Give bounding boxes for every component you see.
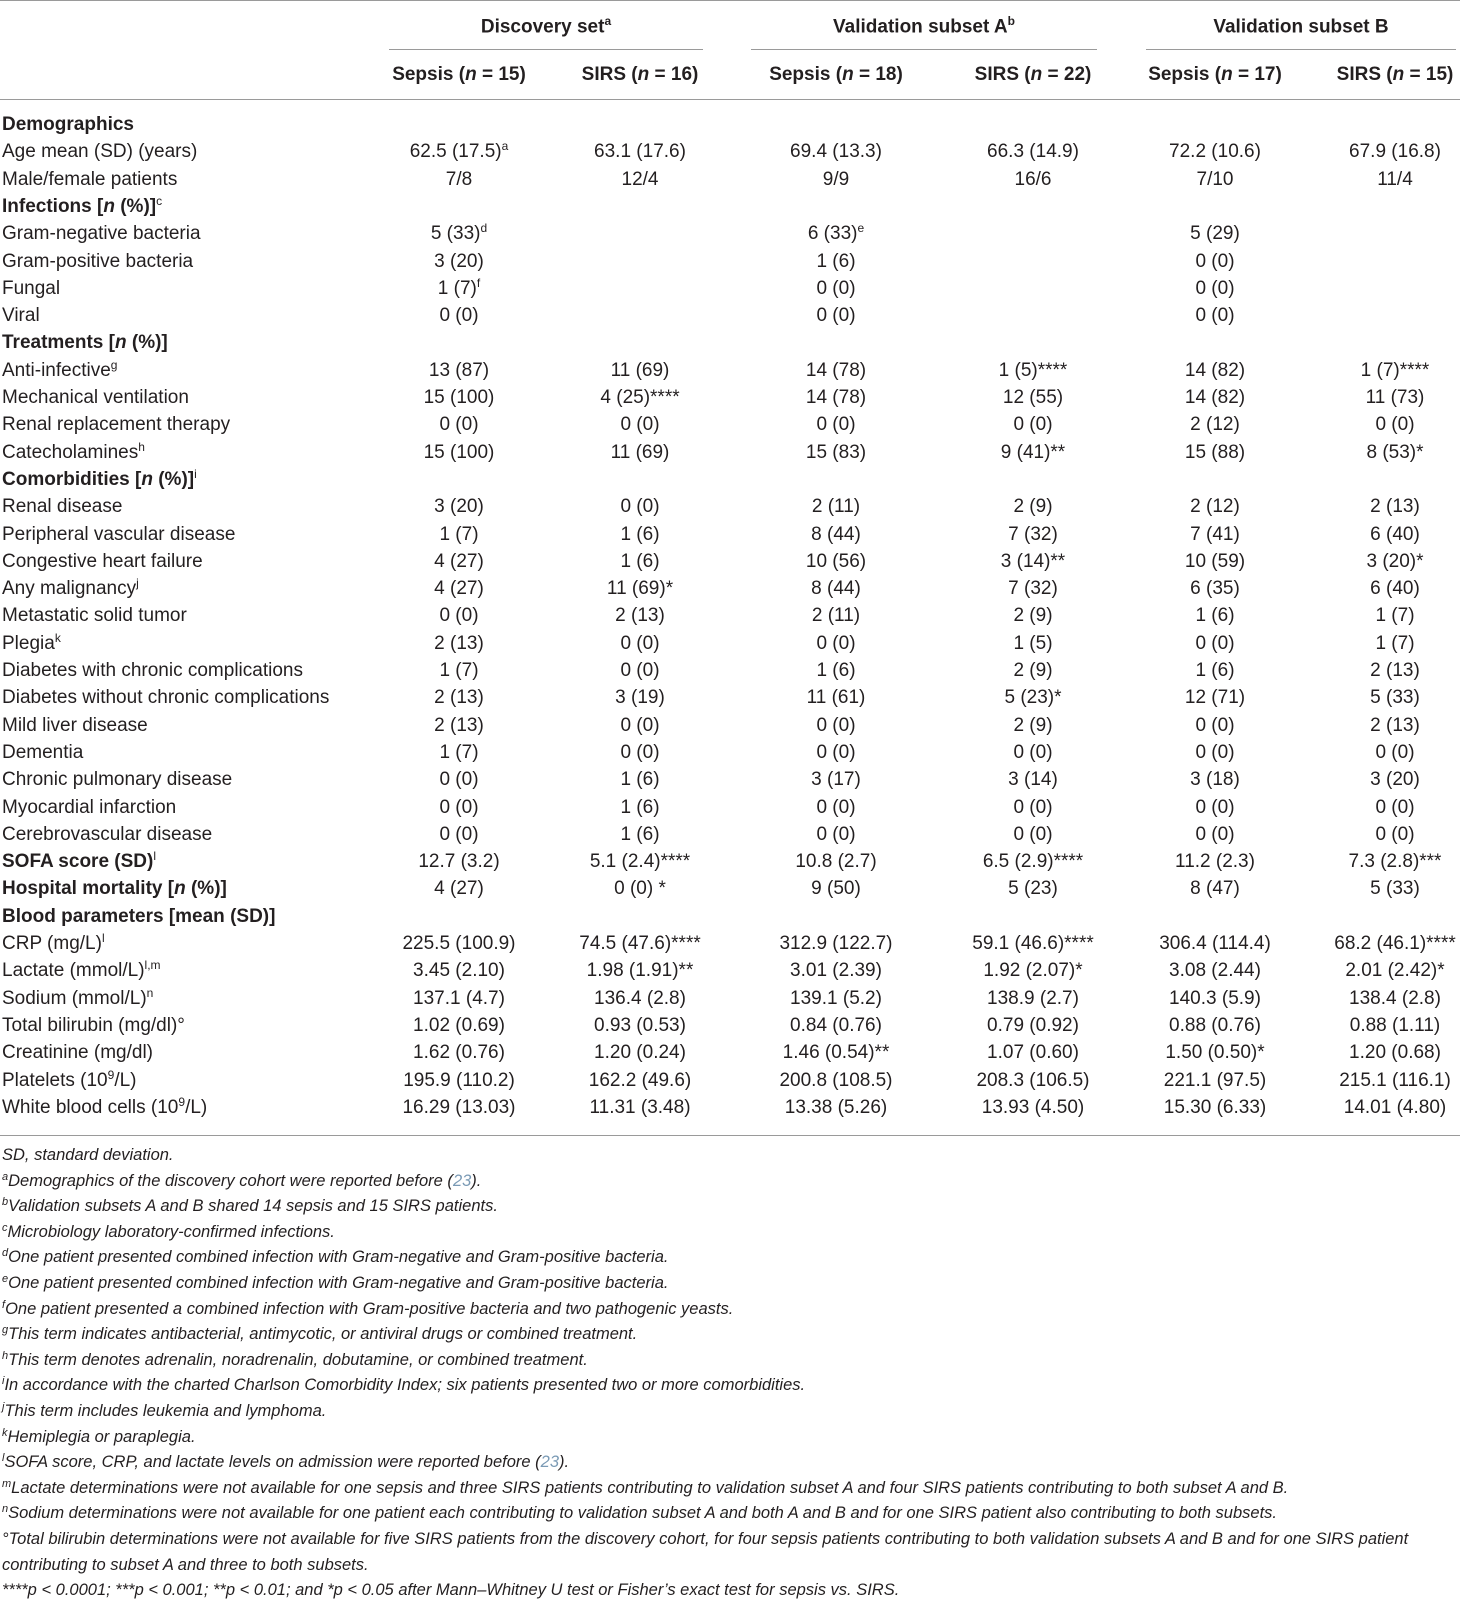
table-cell: 0 (0) [1013, 823, 1053, 845]
table-cell: 1.50 (0.50)* [1165, 1042, 1265, 1064]
table-cell: 63.1 (17.6) [594, 141, 686, 163]
table-cell: 0 (0) [439, 605, 479, 627]
table-cell: 66.3 (14.9) [987, 141, 1079, 163]
row-label: Platelets $(10^9/L)$ [2, 1067, 137, 1091]
table-cell: 0.88 (1.11) [1349, 1014, 1441, 1036]
table-cell: 8 (53)* [1366, 441, 1424, 463]
group-underline [1146, 49, 1456, 50]
row-label: Catecholamines$^h$ [2, 439, 145, 463]
group-header-validation-a: Validation subset $A^b$ [833, 14, 1015, 38]
table-row [0, 794, 1460, 821]
section-row [0, 466, 1460, 493]
table-cell: 2 (9) [1013, 660, 1053, 681]
row-label: Blood parameters [mean (SD)] [2, 905, 276, 927]
table-row [0, 657, 1460, 684]
table-cell: 11.2 (2.3) [1175, 851, 1255, 873]
table-cell: 13 (87) [428, 359, 490, 381]
table-cell: 1 (5) [1013, 632, 1053, 654]
table-row [0, 712, 1460, 739]
table-row [0, 493, 1460, 520]
table-cell: 5 (29) [1190, 223, 1240, 245]
table-cell: 138.4 (2.8) [1349, 987, 1441, 1009]
table-cell: 0 (0) [816, 741, 856, 763]
table-row [0, 630, 1460, 657]
row-label: Demographics [2, 114, 134, 135]
table-cell: 2 (13) [434, 632, 484, 654]
table-cell: 59.1 (46.6)**** [972, 933, 1094, 954]
table-cell: 1 (7) [1375, 605, 1415, 627]
section-row [0, 903, 1460, 930]
table-row [0, 766, 1460, 793]
table-cell: 5 (33) [1370, 687, 1420, 709]
table-row [0, 384, 1460, 411]
row-label: Comorbidities [n (%)]$^i$ [2, 466, 197, 490]
table-row [0, 985, 1460, 1012]
table-cell: 12 (71) [1184, 687, 1246, 709]
table-cell: 1.62 (0.76) [413, 1042, 505, 1064]
table-cell: 4 (27) [434, 550, 484, 572]
subcolumn-header: Sepsis (n = 18) [769, 64, 903, 85]
table-cell: 12/4 [621, 168, 659, 190]
table-cell: 2 (9) [1013, 496, 1053, 518]
table-cell: 5 (23) [1008, 878, 1058, 900]
table-row [0, 1012, 1460, 1039]
table-cell: 162.2 (49.6) [588, 1069, 692, 1091]
table-cell: 11 (61) [806, 687, 866, 709]
table-row [0, 166, 1460, 193]
section-row [0, 111, 1460, 138]
table-cell: 0.84 (0.76) [790, 1014, 882, 1036]
table-cell: 0 (0) [1195, 632, 1235, 654]
table-row [0, 1067, 1460, 1094]
table-cell: 4 (25)**** [600, 387, 680, 408]
table-cell: 74.5 (47.6)**** [579, 933, 701, 954]
table-cell: 9/9 [822, 168, 850, 190]
table-cell: 1 (6) [816, 660, 856, 681]
table-cell: 4 (27) [434, 578, 484, 600]
table-row [0, 1094, 1460, 1121]
table-cell: 8 (44) [811, 578, 861, 600]
table-row [0, 548, 1460, 575]
table-cell: 306.4 (114.4) [1159, 933, 1271, 954]
table-cell: 0 (0) [1195, 277, 1235, 299]
table-cell: 9 (41)** [1000, 441, 1066, 463]
table-cell: 11 (69) [610, 441, 670, 463]
table-cell: 312.9 (122.7) [779, 933, 893, 954]
table-cell: 2 (13) [1370, 660, 1420, 681]
table-cell: 15 (88) [1184, 441, 1246, 463]
table-cell: 2 (11) [811, 605, 861, 627]
table-cell: 1 (6) [816, 250, 856, 272]
table-cell: 3 (20) [434, 496, 484, 518]
table-cell: 2 (9) [1013, 605, 1053, 627]
section-row [0, 329, 1460, 356]
table-cell: 12 (55) [1002, 387, 1064, 408]
row-label: Lactate (mmol/L)$^{l,m}$ [2, 958, 161, 982]
table-cell: 0 (0) [1375, 796, 1415, 818]
row-label: Myocardial infarction [2, 796, 177, 818]
table-cell: 3 (14)** [1000, 550, 1066, 572]
table-cell: 11 (73) [1365, 387, 1425, 408]
table-cell: 1 (6) [1195, 605, 1235, 627]
table-cell: 0 (0) [1195, 305, 1235, 327]
footnote: °Total bilirubin determinations were not available for five SIRS patients from the discovery cohort, for four sepsis patients contributing to both validation subsets A and B and for one SIRS patient contributing to subset A and three to both subsets. [2, 1530, 1409, 1574]
table-cell: 2 (13) [434, 687, 484, 709]
group-header-discovery: Discovery set$^a$ [480, 14, 612, 38]
header-rule [0, 99, 1460, 100]
table-cell: 6.5 (2.9)**** [982, 851, 1084, 873]
row-label: Peripheral vascular disease [2, 523, 236, 545]
table-cell: 0 (0) [816, 714, 856, 736]
table-cell: 10 (56) [805, 550, 867, 572]
subcolumn-header: Sepsis (n = 17) [1148, 64, 1282, 85]
table-cell: 14 (78) [805, 387, 867, 408]
subcolumn-header: SIRS (n = 22) [974, 64, 1092, 85]
table-row [0, 248, 1460, 275]
table-cell: 2 (13) [434, 714, 484, 736]
table-cell: 0 (0) [439, 305, 479, 327]
table-row [0, 275, 1460, 302]
table-cell: 69.4 (13.3) [790, 141, 882, 163]
table-cell: 7/8 [445, 168, 473, 190]
footnote: $^l$SOFA score, CRP, and lactate levels on admission were reported before (23). [2, 1452, 570, 1472]
table-cell: 6 (40) [1370, 523, 1420, 545]
row-label: Mild liver disease [2, 714, 148, 736]
table-cell: 0 (0) * [614, 878, 666, 900]
table-cell: 1 (7) [439, 741, 479, 763]
group-underline [751, 49, 1097, 50]
table-row [0, 138, 1460, 165]
row-label: Infections [n (%)]$^c$ [2, 193, 163, 217]
footnote: $^m$Lactate determinations were not available for one sepsis and three SIRS patients contributing to validation subset A and four SIRS patients contributing to both subset A and B. [2, 1477, 1289, 1497]
table-cell: 3.01 (2.39) [790, 960, 882, 982]
table-cell: 1 (6) [620, 550, 660, 572]
table-cell: 3 (19) [615, 687, 665, 709]
table-cell: 0.93 (0.53) [594, 1014, 686, 1036]
table-row [0, 220, 1460, 247]
table-cell: 15 (100) [423, 387, 495, 408]
table-cell: 1 (6) [620, 796, 660, 818]
row-label: Dementia [2, 741, 84, 763]
row-label: Renal disease [2, 496, 123, 518]
table-cell: 5 $(33)^d$ [430, 221, 488, 245]
row-label: Sodium (mmol/L)$^n$ [2, 985, 154, 1009]
table-cell: 15 (83) [805, 441, 867, 463]
table-cell: 139.1 (5.2) [790, 987, 882, 1009]
table-cell: 1.07 (0.60) [987, 1042, 1079, 1064]
table-cell: 0.88 (0.76) [1169, 1014, 1261, 1036]
table-cell: 195.9 (110.2) [403, 1069, 515, 1091]
table-cell: 0 (0) [816, 277, 856, 299]
table-cell: 0 (0) [439, 796, 479, 818]
table-cell: 215.1 (116.1) [1339, 1069, 1451, 1091]
table-cell: 10 (59) [1184, 550, 1246, 572]
table-cell: 7 (32) [1008, 523, 1058, 545]
table-cell: 7/10 [1196, 168, 1234, 190]
row-label: CRP $(mg/L)^l$ [2, 931, 105, 954]
table-cell: 2 (12) [1190, 414, 1240, 436]
table-cell: 11 (69) [610, 359, 670, 381]
table-cell: 13.38 (5.26) [784, 1096, 888, 1118]
table-row [0, 439, 1460, 466]
footnote: SD, standard deviation. [2, 1146, 174, 1164]
table-cell: 1 (7) [439, 660, 479, 681]
table-cell: 136.4 (2.8) [594, 987, 686, 1009]
footnote: $^j$This term includes leukemia and lymphoma. [2, 1401, 327, 1420]
table-cell: 5.1 (2.4)**** [589, 851, 691, 873]
row-label: Renal replacement therapy [2, 414, 231, 436]
table-cell: 1 (7) [439, 523, 479, 545]
table-cell: 8 (44) [811, 523, 861, 545]
table-cell: 1.46 (0.54)** [782, 1042, 890, 1064]
footnote: $^n$Sodium determinations were not available for one patient each contributing to validation subset A and both A and B and for one SIRS patient also contributing to both subsets. [2, 1503, 1277, 1523]
table-row [0, 521, 1460, 548]
table-cell: 1 (7)**** [1360, 359, 1430, 381]
table-row [0, 930, 1460, 957]
table-cell: 0 (0) [439, 769, 479, 791]
table-cell: 7.3 (2.8)*** [1348, 851, 1442, 873]
row-label: Creatinine (mg/dl) [2, 1042, 153, 1064]
table-cell: 0.79 (0.92) [987, 1014, 1079, 1036]
table-cell: 14 (82) [1184, 359, 1246, 381]
table-cell: 2 (13) [1370, 496, 1420, 518]
row-label: Gram-positive bacteria [2, 250, 194, 272]
table-cell: 138.9 (2.7) [987, 987, 1079, 1009]
section-row [0, 193, 1460, 220]
table-cell: 11.31 (3.48) [589, 1096, 691, 1118]
table-row [0, 411, 1460, 438]
footnote: $^a$Demographics of the discovery cohort were reported before (23). [2, 1170, 482, 1190]
table-cell: 11 (69)* [606, 578, 674, 600]
table-cell: 67.9 (16.8) [1349, 141, 1441, 163]
bottom-rule [0, 1135, 1460, 1136]
table-cell: 0 (0) [620, 714, 660, 736]
row-label: Treatments [n (%)] [2, 332, 168, 354]
table-cell: 16.29 (13.03) [402, 1096, 516, 1118]
table-cell: 7 (32) [1008, 578, 1058, 600]
table-cell: 1.02 (0.69) [413, 1014, 505, 1036]
row-label: SOFA score (SD)$^l$ [2, 849, 157, 873]
table-cell: 140.3 (5.9) [1169, 987, 1261, 1009]
table-cell: 0 (0) [620, 660, 660, 681]
table-cell: 1 (7) [1375, 632, 1415, 654]
row-label: Fungal [2, 277, 61, 299]
table-cell: 225.5 (100.9) [402, 933, 516, 954]
footnote: $^d$One patient presented combined infection with Gram-negative and Gram-positive bacteria. [2, 1247, 669, 1267]
table-cell: 6 (40) [1370, 578, 1420, 600]
row-label: Diabetes with chronic complications [2, 660, 303, 681]
table-cell: 0 (0) [620, 632, 660, 654]
table-cell: 5 (33) [1370, 878, 1420, 900]
top-rule [0, 0, 1460, 1]
row-label: Age mean (SD) (years) [2, 141, 198, 163]
group-underline [389, 49, 703, 50]
row-label: White blood cells $(10^9/L)$ [2, 1094, 208, 1118]
table-cell: 0 (0) [816, 796, 856, 818]
table-cell: 0 (0) [439, 823, 479, 845]
table-cell: 2 (12) [1190, 496, 1240, 518]
table-cell: 10.8 (2.7) [795, 851, 877, 873]
footnote: $^g$This term indicates antibacterial, antimycotic, or antiviral drugs or combined treatment. [2, 1324, 638, 1344]
table-row [0, 739, 1460, 766]
row-label: Anti-infective$^g$ [2, 357, 118, 381]
table-cell: 13.93 (4.50) [981, 1096, 1085, 1118]
table-cell: 208.3 (106.5) [976, 1069, 1090, 1091]
table-cell: 3 (20) [1370, 769, 1420, 791]
table-cell: 16/6 [1014, 168, 1052, 190]
footnote: $^k$Hemiplegia or paraplegia. [2, 1426, 196, 1446]
table-cell: 1.98 (1.91)** [586, 960, 694, 982]
table-cell: 0 (0) [620, 741, 660, 763]
row-label: Metastatic solid tumor [2, 605, 187, 627]
table-row [0, 821, 1460, 848]
footnote: $^b$Validation subsets A and B shared 14 sepsis and 15 SIRS patients. [2, 1196, 498, 1216]
table-cell: 3.45 (2.10) [413, 960, 505, 982]
table-row [0, 302, 1460, 329]
table-cell: 3 (17) [811, 769, 861, 791]
table-cell: 0 (0) [816, 305, 856, 327]
table-cell: 6 (35) [1190, 578, 1240, 600]
table-cell: 0 (0) [620, 496, 660, 518]
table-cell: 0 (0) [1013, 741, 1053, 763]
table-cell: 3 (20)* [1366, 550, 1424, 572]
subcolumn-header: Sepsis (n = 15) [392, 64, 526, 85]
footnote: $^f$One patient presented a combined infection with Gram-positive bacteria and two pathogenic yeasts. [2, 1298, 734, 1318]
table-cell: 0 (0) [1195, 714, 1235, 736]
table-cell: 137.1 (4.7) [413, 987, 505, 1009]
row-label: Any malignancy$^j$ [2, 576, 139, 600]
row-label: Congestive heart failure [2, 550, 203, 572]
table-cell: 3 (18) [1190, 769, 1240, 791]
row-label: Mechanical ventilation [2, 387, 189, 408]
table-cell: 9 (50) [811, 878, 861, 900]
table-row [0, 1039, 1460, 1066]
table-cell: 1 (6) [620, 523, 660, 545]
table-cell: 0 (0) [816, 414, 856, 436]
table-cell: 3.08 (2.44) [1169, 960, 1261, 982]
table-cell: 221.1 (97.5) [1163, 1069, 1267, 1091]
table-cell: 15.30 (6.33) [1163, 1096, 1267, 1118]
table-cell: 0 (0) [1375, 414, 1415, 436]
table-cell: 0 (0) [816, 823, 856, 845]
row-label: Gram-negative bacteria [2, 223, 201, 245]
subcolumn-header: SIRS (n = 15) [1336, 64, 1454, 85]
group-header-validation-b: Validation subset B [1213, 16, 1389, 38]
table-cell: 2 (11) [811, 496, 861, 518]
table-cell: 0 (0) [1195, 823, 1235, 845]
table-cell: 0 (0) [439, 414, 479, 436]
table-cell: 3 (14) [1008, 769, 1058, 791]
table-cell: 0 (0) [1013, 796, 1053, 818]
table-row [0, 357, 1460, 384]
row-label: Male/female patients [2, 168, 178, 190]
table-cell: 2 (9) [1013, 714, 1053, 736]
table-cell: 14 (78) [805, 359, 867, 381]
subcolumn-header: SIRS (n = 16) [581, 64, 699, 85]
footnote: $^c$Microbiology laboratory-confirmed infections. [2, 1221, 335, 1241]
row-label: Total bilirubin (mg/dl)° [2, 1014, 185, 1036]
table-cell: 72.2 (10.6) [1169, 141, 1261, 163]
table-cell: 0 (0) [1195, 250, 1235, 272]
row-label: Hospital mortality [n (%)] [2, 878, 227, 900]
table-cell: 1.20 (0.24) [594, 1042, 686, 1064]
table-cell: 15 (100) [423, 441, 495, 463]
footnote: $^e$One patient presented combined infection with Gram-negative and Gram-positive bacteria. [2, 1273, 669, 1292]
table-cell: 0 (0) [1375, 741, 1415, 763]
table-cell: 14 (82) [1184, 387, 1246, 408]
row-label: Diabetes without chronic complications [2, 687, 330, 709]
table-cell: 1 $(7)^f$ [437, 275, 481, 299]
table-cell: 2 (13) [615, 605, 665, 627]
table-cell: 200.8 (108.5) [779, 1069, 893, 1091]
section-row [0, 848, 1460, 875]
table-cell: 1.92 (2.07)* [983, 960, 1083, 982]
table-cell: 0 (0) [1195, 796, 1235, 818]
table-cell: 5 (23)* [1004, 687, 1062, 709]
table-cell: 12.7 (3.2) [418, 851, 500, 873]
table-cell: 1 (6) [620, 823, 660, 845]
row-label: Plegia$^k$ [2, 630, 61, 654]
table-cell: 8 (47) [1190, 878, 1240, 900]
table-cell: 11/4 [1377, 168, 1413, 190]
table-cell: 14.01 (4.80) [1343, 1096, 1447, 1118]
footnote: ****p < 0.0001; ***p < 0.001; **p < 0.01; and *p < 0.05 after Mann–Whitney U test or Fisher’s exact test for sepsis vs. SIRS. [2, 1581, 900, 1599]
table-cell: 0 (0) [1013, 414, 1053, 436]
table-cell: 7 (41) [1190, 523, 1240, 545]
table-row [0, 957, 1460, 984]
table-row [0, 602, 1460, 629]
footnote: $^h$This term denotes adrenalin, noradrenalin, dobutamine, or combined treatment. [2, 1349, 588, 1369]
table-cell: 0 (0) [1195, 741, 1235, 763]
table-cell: 1 (6) [1195, 660, 1235, 681]
table-cell: 2.01 (2.42)* [1345, 960, 1445, 982]
section-row [0, 875, 1460, 902]
table-row [0, 684, 1460, 711]
table-cell: 68.2 (46.1)**** [1334, 933, 1456, 954]
table-cell: 0 (0) [1375, 823, 1415, 845]
table-cell: 4 (27) [434, 878, 484, 900]
row-label: Cerebrovascular disease [2, 823, 213, 845]
table-cell: 1 (5)**** [998, 359, 1068, 381]
row-label: Viral [2, 305, 40, 327]
table-cell: 0 (0) [816, 632, 856, 654]
row-label: Chronic pulmonary disease [2, 769, 233, 791]
table-cell: 62.5 $(17.5)^a$ [409, 139, 509, 163]
table-cell: 1.20 (0.68) [1349, 1042, 1441, 1064]
table-cell: 1 (6) [620, 769, 660, 791]
table-cell: 0 (0) [620, 414, 660, 436]
table-cell: 6 $(33)^e$ [807, 221, 865, 245]
table-cell: 3 (20) [434, 250, 484, 272]
table-cell: 2 (13) [1370, 714, 1420, 736]
footnote: $^i$In accordance with the charted Charlson Comorbidity Index; six patients presented two or more comorbidities. [2, 1375, 806, 1395]
table-row [0, 575, 1460, 602]
